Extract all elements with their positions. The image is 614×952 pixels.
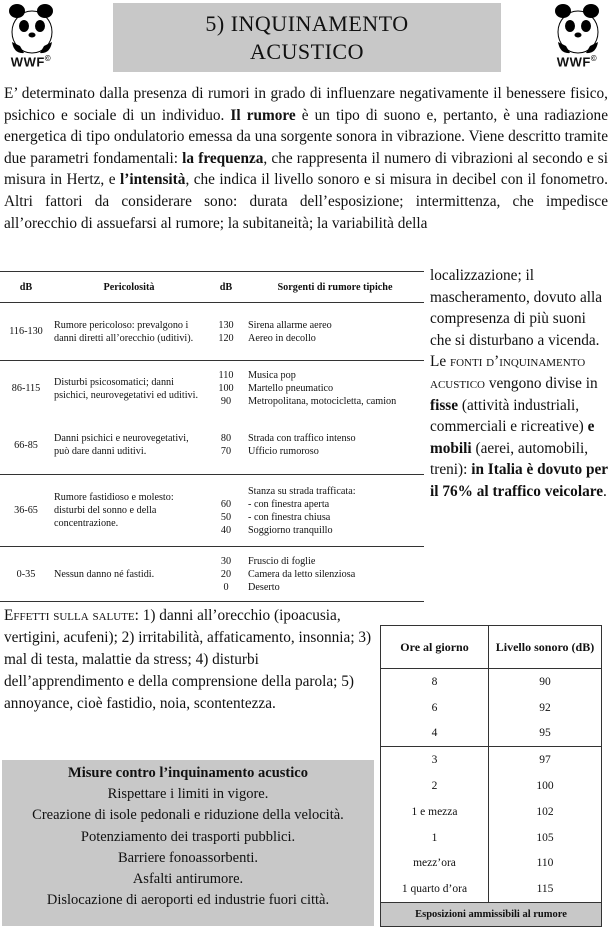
- list-item: Barriere fonoassorbenti.: [117, 849, 259, 866]
- intro-bold-intensita: l’intensità: [119, 171, 186, 189]
- range-cell: 66-85: [0, 417, 52, 475]
- sources-cell: Musica pop Martello pneumatico Metropolitana, motocicletta, camion: [248, 370, 397, 408]
- intro-bold-frequenza: la frequenza: [182, 149, 264, 167]
- wwf-logo-left: [2, 2, 60, 74]
- table-row: 1 e mezza 102: [381, 799, 601, 825]
- table-row: [0, 547, 424, 602]
- table-row: [0, 303, 424, 361]
- table-row: mezz’ora 110: [381, 851, 601, 877]
- header-level: Livello sonoro (dB): [489, 626, 602, 669]
- header-db-2: dB: [206, 272, 246, 303]
- table-row: 2 100: [381, 773, 601, 799]
- range-cell: 0-35: [0, 547, 52, 602]
- exposure-table: [380, 625, 602, 927]
- intro-paragraph: [4, 83, 608, 234]
- table-row: 8 90: [381, 669, 601, 695]
- title-line-2: ACUSTICO: [249, 38, 364, 64]
- effects-heading: Effetti sulla salute: [4, 607, 135, 624]
- panda-icon: [548, 2, 606, 54]
- table-row: 4 95: [381, 721, 601, 747]
- table-row: [0, 361, 424, 417]
- copyright-mark: ©: [44, 54, 52, 63]
- title-line-1: 5) INQUINAMENTO: [205, 10, 409, 36]
- exposure-table-footer: Esposizioni ammissibili al rumore: [381, 902, 601, 926]
- list-item: Potenziamento dei trasporti pubblici.: [80, 828, 296, 845]
- noise-levels-table: [0, 271, 424, 602]
- range-cell: 116-130: [0, 303, 52, 361]
- list-item: Asfalti antirumore.: [132, 871, 244, 888]
- measures-title: Misure contro l’inquinamento acustico: [68, 765, 308, 781]
- table-row: [0, 417, 424, 475]
- danger-cell: Nessun danno né fastidi.: [52, 547, 206, 602]
- intro-text-2: è un tipo di suono e, pertanto, è una radiazione energetica di tipo ondulatorio emessa da una sorgente sonora in vibrazione. Viene descritto tramite due parametri fondamentali:: [4, 106, 608, 167]
- danger-cell: Rumore pericoloso: prevalgono i danni diretti all’orecchio (uditivi).: [52, 303, 206, 361]
- header-db: dB: [0, 272, 52, 303]
- panda-icon: [2, 2, 60, 54]
- intro-text-4: , che indica il livello sonoro e si misura in decibel con il fonometro. Altri fattori da considerare sono: durata dell’esposizione; intermittenza, che impedisce all’orecchio di assuefarsi al rumore; la subitaneità; la variabilità della: [4, 171, 608, 232]
- levels-cell: 130 120: [206, 303, 246, 361]
- sources-cell: Strada con traffico intenso Ufficio rumoroso: [246, 417, 424, 475]
- levels-cell: 30 20 0: [206, 547, 246, 602]
- list-item: Dislocazione di aeroporti ed industrie fuori città.: [46, 892, 330, 909]
- logo-text: WWF: [10, 54, 45, 70]
- measures-box: [2, 760, 374, 926]
- side-text-1: localizzazione; il mascheramento, dovuto alla compresenza di più suoni che si disturbano a vicenda.: [430, 267, 603, 349]
- sources-cell: Fruscio di foglie Camera da letto silenziosa Deserto: [246, 547, 424, 602]
- list-item: Creazione di isole pedonali e riduzione della velocità.: [32, 807, 344, 824]
- table-row: 6 92: [381, 695, 601, 721]
- list-item: Rispettare i limiti in vigore.: [107, 786, 269, 803]
- side-bold-italy: in Italia è dovuto per il 76% al traffico veicolare: [430, 461, 608, 500]
- logo-text: WWF: [556, 54, 591, 70]
- sources-paragraph: localizzazione; il mascheramento, dovuto alla compresenza di più suoni che si disturbano a vicenda. Le fonti d’inquinamento acustico vengono divise in fisse (attività industriali, commerciali e ricreative) e mobili (aerei, automobili, treni): in Italia è dovuto per il 76% al traffico veicolare.: [430, 267, 608, 500]
- table-row: [0, 475, 424, 547]
- header-hours: Ore al giorno: [381, 626, 489, 669]
- intro-text-1: E’ determinato dalla presenza di rumori in grado di influenzare negativamente il benessere fisico, psichico e sociale di un individuo.: [4, 85, 608, 124]
- intro-bold-rumore: Il rumore: [230, 106, 296, 124]
- wwf-logo-right: [548, 2, 606, 74]
- table-row: 3 97: [381, 747, 601, 773]
- health-effects-paragraph: [4, 605, 374, 715]
- table-header-row: [381, 626, 601, 669]
- intro-text-3: , che rappresenta il numero di vibrazioni al secondo e si misura in Hertz, e: [4, 149, 608, 189]
- danger-cell: Danni psichici e neurovegetativi, può dare danni uditivi.: [52, 417, 206, 475]
- danger-cell: Disturbi psicosomatici; danni psichici, neurovegetativi ed uditivi.: [54, 376, 199, 401]
- sources-cell: Sirena allarme aereo Aereo in decollo: [246, 303, 424, 361]
- table-row: 1 quarto d’ora 115: [381, 876, 601, 902]
- table-row: 1 105: [381, 825, 601, 851]
- range-cell: 86-115: [11, 383, 41, 395]
- levels-cell: 110 100 90: [218, 370, 234, 408]
- range-cell: 36-65: [0, 475, 52, 547]
- sources-cell: Stanza su strada trafficata: - con finestra aperta - con finestra chiusa Soggiorno tranquillo: [246, 475, 424, 547]
- effects-text: : 1) danni all’orecchio (ipoacusia, vertigini, acufeni); 2) irritabilità, affaticamento, insonnia; 3) mal di testa, malattie da stress; 4) disturbi dell’apprendimento e della comprensione della parola; 5) annoyance, cioè fastidio, noia, scontentezza.: [4, 607, 372, 712]
- side-smallcaps: fonti d’inquinamento acustico: [430, 353, 586, 392]
- copyright-mark: ©: [590, 54, 598, 63]
- header-sources: Sorgenti di rumore tipiche: [246, 272, 424, 303]
- header-danger: Pericolosità: [52, 272, 206, 303]
- page-title: [113, 3, 501, 72]
- levels-cell: 60 50 40: [206, 475, 246, 547]
- levels-cell: 80 70: [206, 417, 246, 475]
- danger-cell: Rumore fastidioso e molesto: disturbi del sonno e della concentrazione.: [52, 475, 206, 547]
- table-header-row: [0, 272, 424, 303]
